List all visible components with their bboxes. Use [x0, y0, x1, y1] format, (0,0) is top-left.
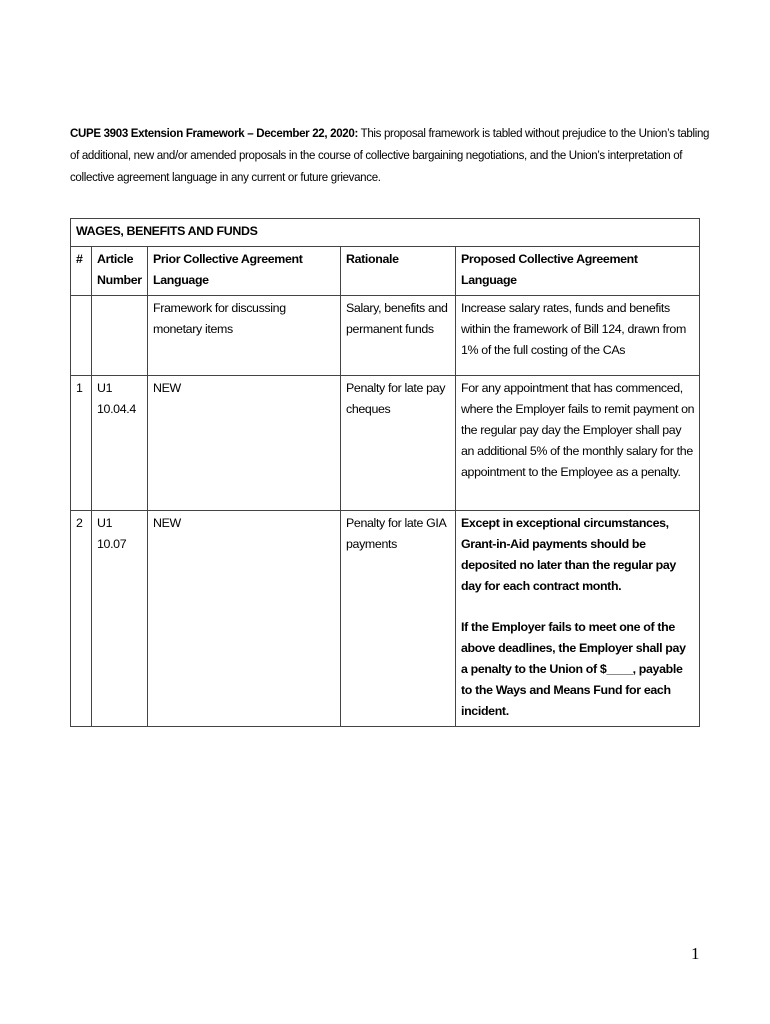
- proposed-paragraph-2: If the Employer fails to meet one of the above deadlines, the Employer shall pay a penalty to the Union of $____, payable to the Ways and Means Fund for each incident.: [461, 620, 686, 718]
- cell-num: 2: [71, 511, 92, 727]
- intro-body: This proposal framework is tabled without prejudice to the Union’s tabling of additional, new and/or amended proposals in the course of collective bargaining negotiations, and the Union’s interpretation of collective agreement language in any current or future grievance.: [70, 126, 710, 184]
- cell-prior: NEW: [148, 511, 341, 727]
- cell-article: U1 10.07: [92, 511, 148, 727]
- cell-proposed: Increase salary rates, funds and benefits within the framework of Bill 124, drawn from 1% of the full costing of the CAs: [456, 296, 700, 376]
- table-row: [71, 376, 700, 511]
- cell-prior: NEW: [148, 376, 341, 511]
- cell-proposed: [456, 511, 700, 727]
- header-article: Article Number: [92, 247, 148, 296]
- cell-rationale: Penalty for late pay cheques: [341, 376, 456, 511]
- table-row: [71, 296, 700, 376]
- header-prior: Prior Collective Agreement Language: [148, 247, 341, 296]
- page-number: 1: [691, 944, 700, 963]
- wages-benefits-funds-table: [70, 218, 700, 727]
- cell-num: 1: [71, 376, 92, 511]
- header-proposed: Proposed Collective Agreement Language: [456, 247, 700, 296]
- table-title-row: [71, 219, 700, 247]
- cell-proposed: For any appointment that has commenced, where the Employer fails to remit payment on the regular pay day the Employer shall pay an additional 5% of the monthly salary for the appointment to the Employee as a penalty.: [456, 376, 700, 511]
- cell-article: U1 10.04.4: [92, 376, 148, 511]
- intro-paragraph: [70, 122, 712, 188]
- proposed-paragraph-1: Except in exceptional circumstances, Grant-in-Aid payments should be deposited no later than the regular pay day for each contract month.: [461, 516, 676, 593]
- header-num: #: [71, 247, 92, 296]
- paragraph-gap: [461, 597, 695, 617]
- header-rationale: Rationale: [341, 247, 456, 296]
- table-header-row: [71, 247, 700, 296]
- cell-article: [92, 296, 148, 376]
- table-title: WAGES, BENEFITS AND FUNDS: [71, 219, 700, 247]
- cell-rationale: Penalty for late GIA payments: [341, 511, 456, 727]
- cell-num: [71, 296, 92, 376]
- table-row: [71, 511, 700, 727]
- cell-rationale: Salary, benefits and permanent funds: [341, 296, 456, 376]
- cell-prior: Framework for discussing monetary items: [148, 296, 341, 376]
- intro-lead: CUPE 3903 Extension Framework – December 22, 2020:: [70, 126, 358, 140]
